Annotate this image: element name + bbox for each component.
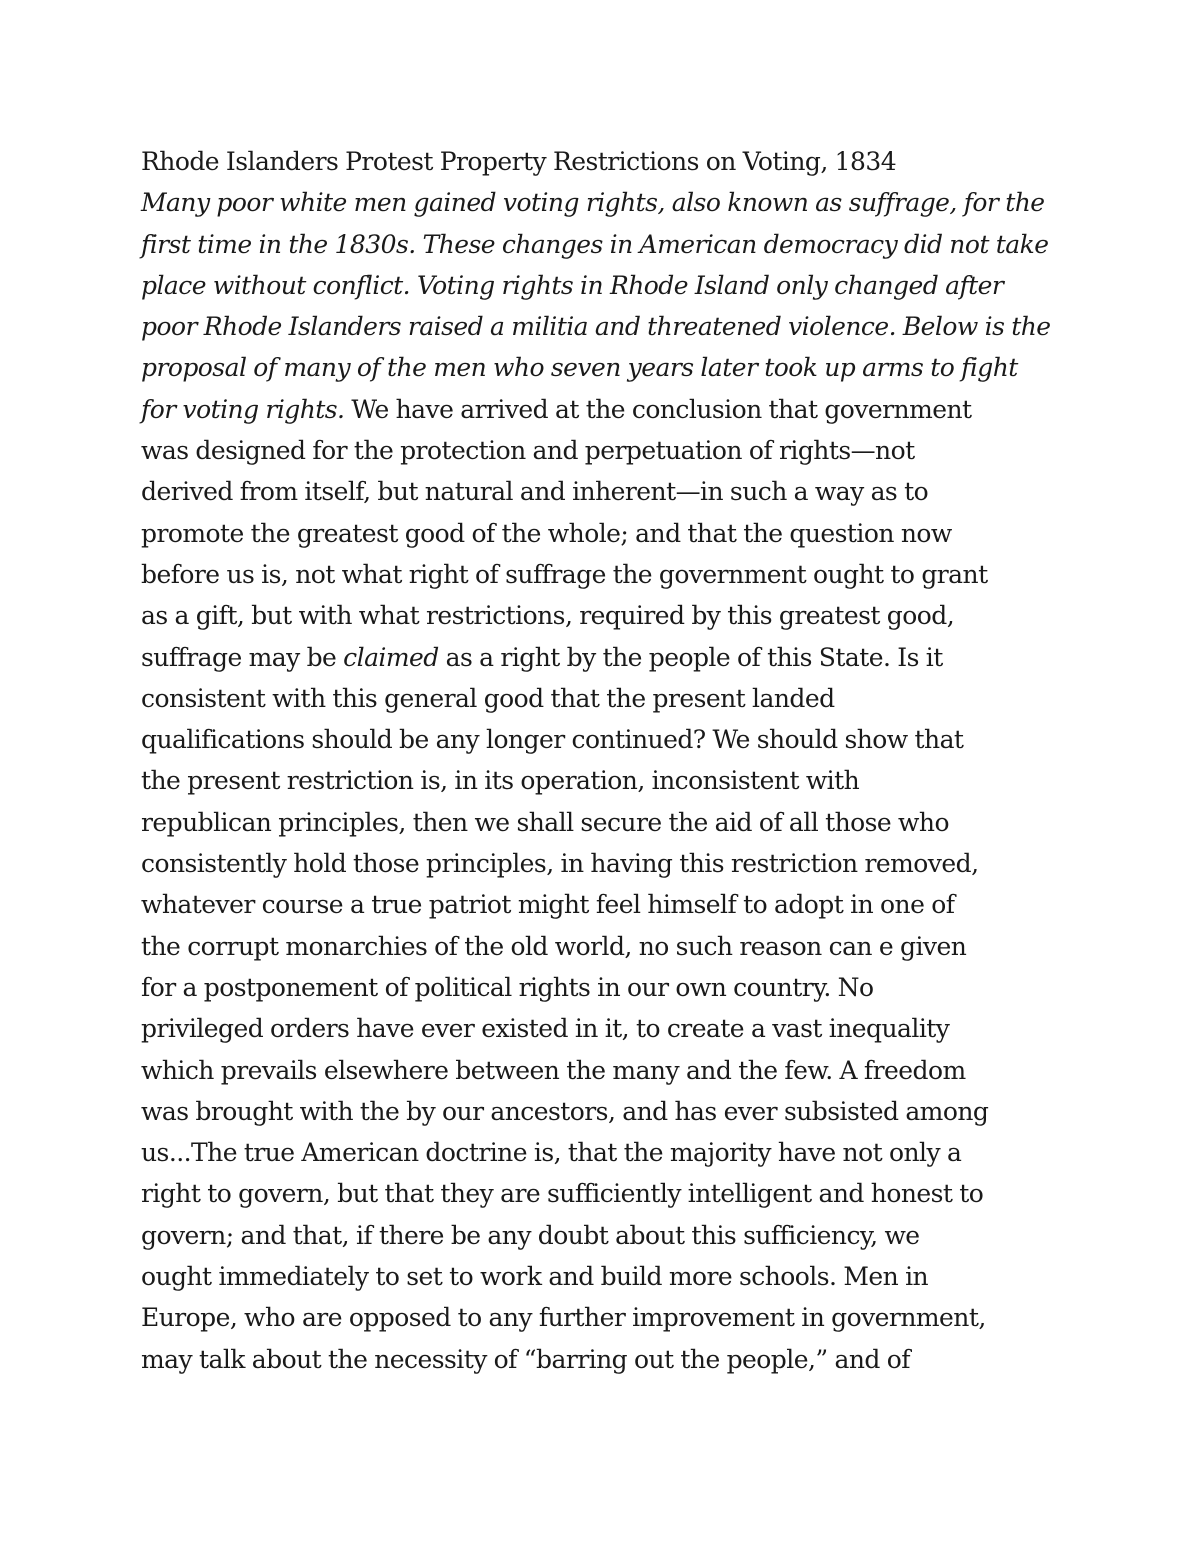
text-line: [141, 967, 1071, 1008]
text-line: [141, 1256, 1071, 1297]
text-line: [141, 1008, 1071, 1049]
text-line: [141, 513, 1071, 554]
document-body: [141, 141, 1071, 1380]
text-line: [141, 306, 1071, 347]
italic-text-run: poor Rhode Islanders raised a militia and threatened violence. Below is the: [141, 312, 1051, 342]
text-line: [141, 595, 1071, 636]
text-line: [141, 760, 1071, 801]
text-run: republican principles, then we shall secure the aid of all those who: [141, 807, 949, 837]
text-run: right to govern, but that they are sufficiently intelligent and honest to: [141, 1179, 984, 1209]
text-line: [141, 1339, 1071, 1380]
text-line: [141, 637, 1071, 678]
text-run: whatever course a true patriot might feel himself to adopt in one of: [141, 890, 955, 920]
text-run: which prevails elsewhere between the many and the few. A freedom: [141, 1055, 966, 1085]
text-run: privileged orders have ever existed in it, to create a vast inequality: [141, 1014, 950, 1044]
text-run: consistently hold those principles, in having this restriction removed,: [141, 849, 979, 879]
text-line: [141, 430, 1071, 471]
text-line: [141, 1297, 1071, 1338]
text-line: [141, 843, 1071, 884]
text-line: [141, 719, 1071, 760]
text-run: us...The true American doctrine is, that the majority have not only a: [141, 1138, 962, 1168]
text-run: govern; and that, if there be any doubt about this sufficiency, we: [141, 1220, 920, 1250]
text-run: may talk about the necessity of “barring out the people,” and of: [141, 1344, 910, 1374]
text-line: [141, 389, 1071, 430]
text-line: [141, 884, 1071, 925]
text-line: [141, 1173, 1071, 1214]
italic-text-run: first time in the 1830s. These changes in American democracy did not take: [141, 229, 1049, 259]
text-line: [141, 1132, 1071, 1173]
body-text: [141, 182, 1071, 1380]
text-line: [141, 1050, 1071, 1091]
text-run: for a postponement of political rights in our own country. No: [141, 972, 874, 1002]
text-line: [141, 554, 1071, 595]
text-run: was designed for the protection and perpetuation of rights—not: [141, 436, 915, 466]
text-run: derived from itself, but natural and inherent—in such a way as to: [141, 477, 929, 507]
text-line: [141, 265, 1071, 306]
text-line: [141, 471, 1071, 512]
italic-text-run: Many poor white men gained voting rights, also known as suffrage, for the: [141, 188, 1045, 218]
text-line: [141, 1215, 1071, 1256]
text-line: [141, 926, 1071, 967]
text-run: qualifications should be any longer continued? We should show that: [141, 725, 964, 755]
italic-text-run: for voting rights.: [141, 394, 345, 424]
text-line: [141, 678, 1071, 719]
text-run: consistent with this general good that the present landed: [141, 683, 835, 713]
text-run: before us is, not what right of suffrage the government ought to grant: [141, 559, 988, 589]
text-line: [141, 182, 1071, 223]
text-line: [141, 1091, 1071, 1132]
italic-text-run: place without conflict. Voting rights in Rhode Island only changed after: [141, 270, 1004, 300]
text-run: We have arrived at the conclusion that government: [344, 394, 972, 424]
text-run: suffrage may be: [141, 642, 344, 672]
text-line: [141, 347, 1071, 388]
text-run: promote the greatest good of the whole; and that the question now: [141, 518, 952, 548]
text-run: as a right by the people of this State. Is it: [438, 642, 943, 672]
text-line: [141, 224, 1071, 265]
text-run: Europe, who are opposed to any further improvement in government,: [141, 1303, 986, 1333]
document-title: Rhode Islanders Protest Property Restrictions on Voting, 1834: [141, 147, 897, 176]
italic-text-run: proposal of many of the men who seven years later took up arms to fight: [141, 353, 1018, 383]
italic-text-run: claimed: [343, 642, 439, 672]
text-run: the present restriction is, in its operation, inconsistent with: [141, 766, 860, 796]
text-run: the corrupt monarchies of the old world, no such reason can e given: [141, 931, 967, 961]
text-run: ought immediately to set to work and build more schools. Men in: [141, 1262, 929, 1292]
text-run: as a gift, but with what restrictions, required by this greatest good,: [141, 601, 955, 631]
text-run: was brought with the by our ancestors, and has ever subsisted among: [141, 1096, 989, 1126]
text-line: [141, 802, 1071, 843]
